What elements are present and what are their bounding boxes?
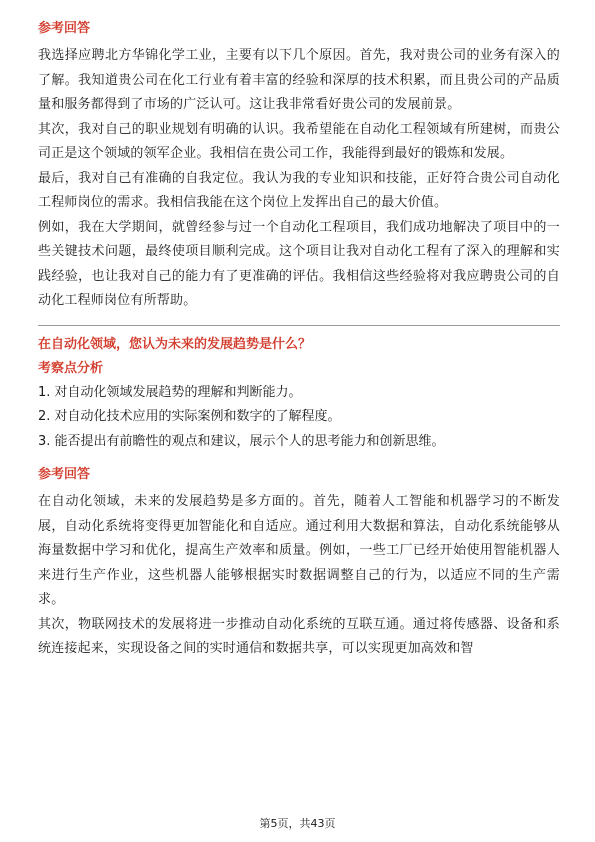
answer-paragraph: 其次，我对自己的职业规划有明确的认识。我希望能在自动化工程领域有所建树，而贵公司正是这个领域的领军企业。我相信在贵公司工作，我能得到最好的锻炼和发展。 [38,121,560,161]
page-number: 第5页，共43页 [259,817,336,830]
analysis-item: 1. 对自动化领域发展趋势的理解和判断能力。 [38,384,302,400]
question-heading: 在自动化领域，您认为未来的发展趋势是什么？ [38,336,312,352]
answer-heading-1: 参考回答 [38,21,91,36]
answer-paragraph: 最后，我对自己有准确的自我定位。我认为我的专业知识和技能，正好符合贵公司自动化工程师岗位的需求。我相信我能在这个岗位上发挥出自己的最大价值。 [38,170,560,210]
document-page [38,20,560,662]
answer-paragraph: 在自动化领域，未来的发展趋势是多方面的。首先，随着人工智能和机器学习的不断发展，自动化系统将变得更加智能化和自适应。通过利用大数据和算法，自动化系统能够从海量数据中学习和优化，提高生产效率和质量。例如，一些工厂已经开始使用智能机器人来进行生产作业，这些机器人能够根据实时数据调整自己的行为，以适应不同的生产需求。 [38,494,560,607]
analysis-item: 2. 对自动化技术应用的实际案例和数字的了解程度。 [38,409,341,424]
answer-paragraph: 我选择应聘北方华锦化学工业，主要有以下几个原因。首先，我对贵公司的业务有深入的了解。我知道贵公司在化工行业有着丰富的经验和深厚的技术积累，而且贵公司的产品质量和服务都得到了市场的广泛认可。这让我非常看好贵公司的发展前景。 [38,48,560,112]
analysis-item: 3. 能否提出有前瞻性的观点和建议，展示个人的思考能力和创新思维。 [38,433,445,449]
answer-paragraph: 例如，我在大学期间，就曾经参与过一个自动化工程项目，我们成功地解决了项目中的一些关键技术问题，最终使项目顺利完成。这个项目让我对自动化工程有了深入的理解和实践经验，也让我对自己的能力有了更准确的评估。我相信这些经验将对我应聘贵公司的自动化工程师岗位有所帮助。 [38,219,560,308]
answer-paragraph: 其次，物联网技术的发展将进一步推动自动化系统的互联互通。通过将传感器、设备和系统连接起来，实现设备之间的实时通信和数据共享，可以实现更加高效和智 [38,616,560,656]
analysis-heading: 考察点分析 [38,360,104,376]
section-divider [38,325,560,326]
answer-heading-2: 参考回答 [38,467,91,482]
